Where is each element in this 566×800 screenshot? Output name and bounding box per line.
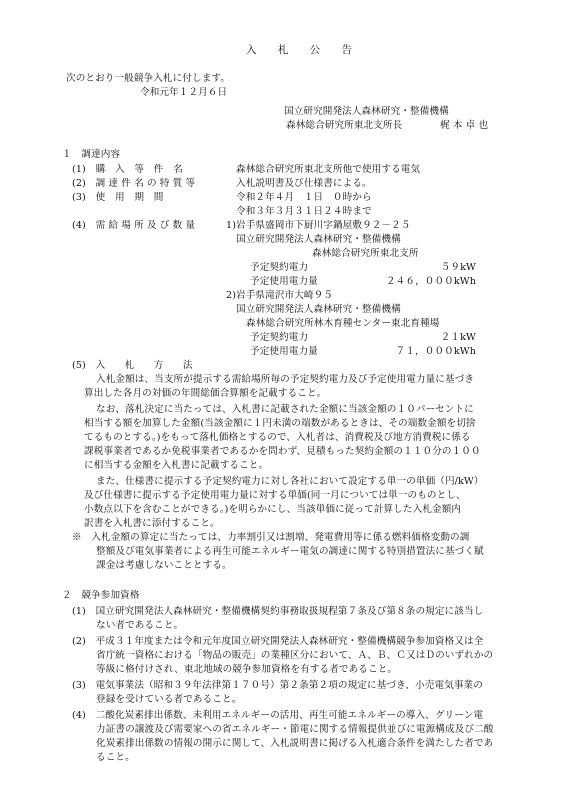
method-paragraph-2-line-4: 課税事業者であるか免税事業者であるかを問わず、見積もった契約金額の１１０分の１００ [84, 446, 481, 457]
issuer-office: 森林総合研究所東北支所長 [286, 120, 403, 131]
site-1-org: 国立研究開発法人森林研究・整備機構 [236, 234, 401, 245]
qualification-2-line-2: 省庁統一資格における「物品の販売」の業種区分において、Ａ、Ｂ、Ｃ又はＤのいずれかの [96, 650, 494, 661]
site-1-usage-label: 予定使用電力量 [250, 276, 318, 287]
document-title: 入 札 公 告 [246, 44, 362, 56]
method-paragraph-2-line-3: てるものとする。)をもって落札価格とするので、入札者は、消費税及び地方消費税に係る [84, 432, 471, 443]
issue-date: 令和元年１２月６日 [140, 87, 228, 98]
item-1-label: (1) 購 入 等 件 名 [72, 164, 183, 175]
intro-text: 次のとおり一般競争入札に付します。 [66, 73, 231, 84]
item-3-label: (3) 使 用 期 間 [72, 192, 164, 203]
note-line-1: ※ 入札金額の算定に当たっては、力率割引又は割増、発電費用等に係る燃料価格変動の調 [72, 532, 470, 543]
note-line-2: 整額及び電気事業者による再生可能エネルギー電気の調達に関する特別措置法に基づく賦 [96, 546, 484, 557]
site-2-unit: 森林総合研究所林木育種センター東北育種場 [246, 318, 440, 329]
site-1-power-label: 予定契約電力 [250, 262, 309, 273]
method-paragraph-3-line-2: 及び仕様書に提示する予定使用電力量に対する単価(同一月については単一のものとし、 [84, 490, 466, 501]
item-3-value-end: 令和３年３月３１日２４時まで [236, 206, 372, 217]
site-1-address: 1)岩手県盛岡市下厨川字鍋屋敷９２－２５ [226, 220, 411, 231]
site-2-address: 2)岩手県滝沢市大崎９５ [226, 290, 333, 301]
site-2-org: 国立研究開発法人森林研究・整備機構 [236, 304, 401, 315]
method-paragraph-3-line-1: また、仕様書に提示する予定契約電力に対し各社において設定する単一の単価（円/kW） [96, 476, 484, 487]
qualification-1-line-1: (1) 国立研究開発法人森林研究・整備機構契約事務取扱規程第７条及び第８条の規定に該当し [72, 606, 484, 617]
section-1-heading: １ 調達内容 [62, 149, 121, 160]
qualification-4-line-1: (4) 二酸化炭素排出係数、未利用エネルギーの活用、再生可能エネルギーの導入、グリーン電 [72, 710, 484, 721]
qualification-3-line-1: (3) 電気事業法（昭和３９年法律第１７０号）第２条第２項の規定に基づき、小売電気事業の [72, 680, 483, 691]
item-2-label: (2) 調 達 件 名 の 特 質 等 [72, 178, 196, 189]
site-1-power-value: ５９kW [440, 262, 476, 273]
site-2-power-label: 予定契約電力 [250, 332, 309, 343]
issuer-name: 梶 本 卓 也 [440, 120, 489, 131]
qualification-4-line-2: 力証書の譲渡及び需要家への省エネルギー・節電に関する情報提供並びに電源構成及び二酸 [96, 724, 494, 735]
item-5-label: (5) 入 札 方 法 [72, 360, 193, 371]
qualification-3-line-2: 登録を受けている者であること。 [96, 694, 242, 705]
method-paragraph-2-line-2: 相当する額を加算した金額(当該金額に１円未満の端数があるときは、その端数金額を切捨 [84, 418, 476, 429]
qualification-2-line-3: 等級に格付けされ、東北地域の競争参加資格を有する者であること。 [96, 664, 398, 675]
method-paragraph-3-line-3: 小数点以下を含むことができる。)を明らかにし、当該単価に従って計算した入札金額内 [84, 504, 462, 515]
method-paragraph-1-line-1: 入札金額は、当支所が提示する需給場所毎の予定契約電力及び予定使用電力量に基づき [96, 374, 475, 385]
qualification-4-line-3: 化炭素排出係数の情報の開示に関して、入札説明書に掲げる入札適合条件を満たした者であ [96, 738, 494, 749]
item-1-value: 森林総合研究所東北支所他で使用する電気 [236, 164, 421, 175]
site-2-usage-label: 予定使用電力量 [250, 346, 318, 357]
issuer-org: 国立研究開発法人森林研究・整備機構 [284, 106, 449, 117]
method-paragraph-1-line-2: 算出した各月の対価の年間総価合算額を記載すること。 [84, 388, 327, 399]
site-1-usage-value: ２４６，０００kWh [385, 276, 476, 287]
site-2-power-value: ２１kW [440, 332, 476, 343]
qualification-2-line-1: (2) 平成３１年度または令和元年度国立研究開発法人森林研究・整備機構競争参加資格又は全 [72, 636, 484, 647]
method-paragraph-2-line-1: なお、落札決定に当たっては、入札書に記載された金額に当該金額の１０パーセントに [96, 404, 474, 415]
qualification-1-line-2: ない者であること。 [96, 620, 184, 631]
method-paragraph-3-line-4: 訳書を入札書に添付すること。 [84, 518, 220, 529]
method-paragraph-2-line-5: に相当する金額を入札書に記載すること。 [84, 460, 269, 471]
section-2-heading: ２ 競争参加資格 [62, 590, 140, 601]
item-4-label: (4) 需 給 場 所 及 び 数 量 [72, 220, 196, 231]
item-2-value: 入札説明書及び仕様書による。 [236, 178, 372, 189]
note-line-3: 課金は考慮しないこととする。 [96, 560, 232, 571]
qualification-4-line-4: ること。 [96, 752, 135, 763]
site-2-usage-value: ７１，０００kWh [395, 346, 476, 357]
site-1-unit: 森林総合研究所東北支所 [312, 248, 419, 259]
item-3-value-start: 令和２年４月 １日 ０時から [236, 192, 372, 203]
